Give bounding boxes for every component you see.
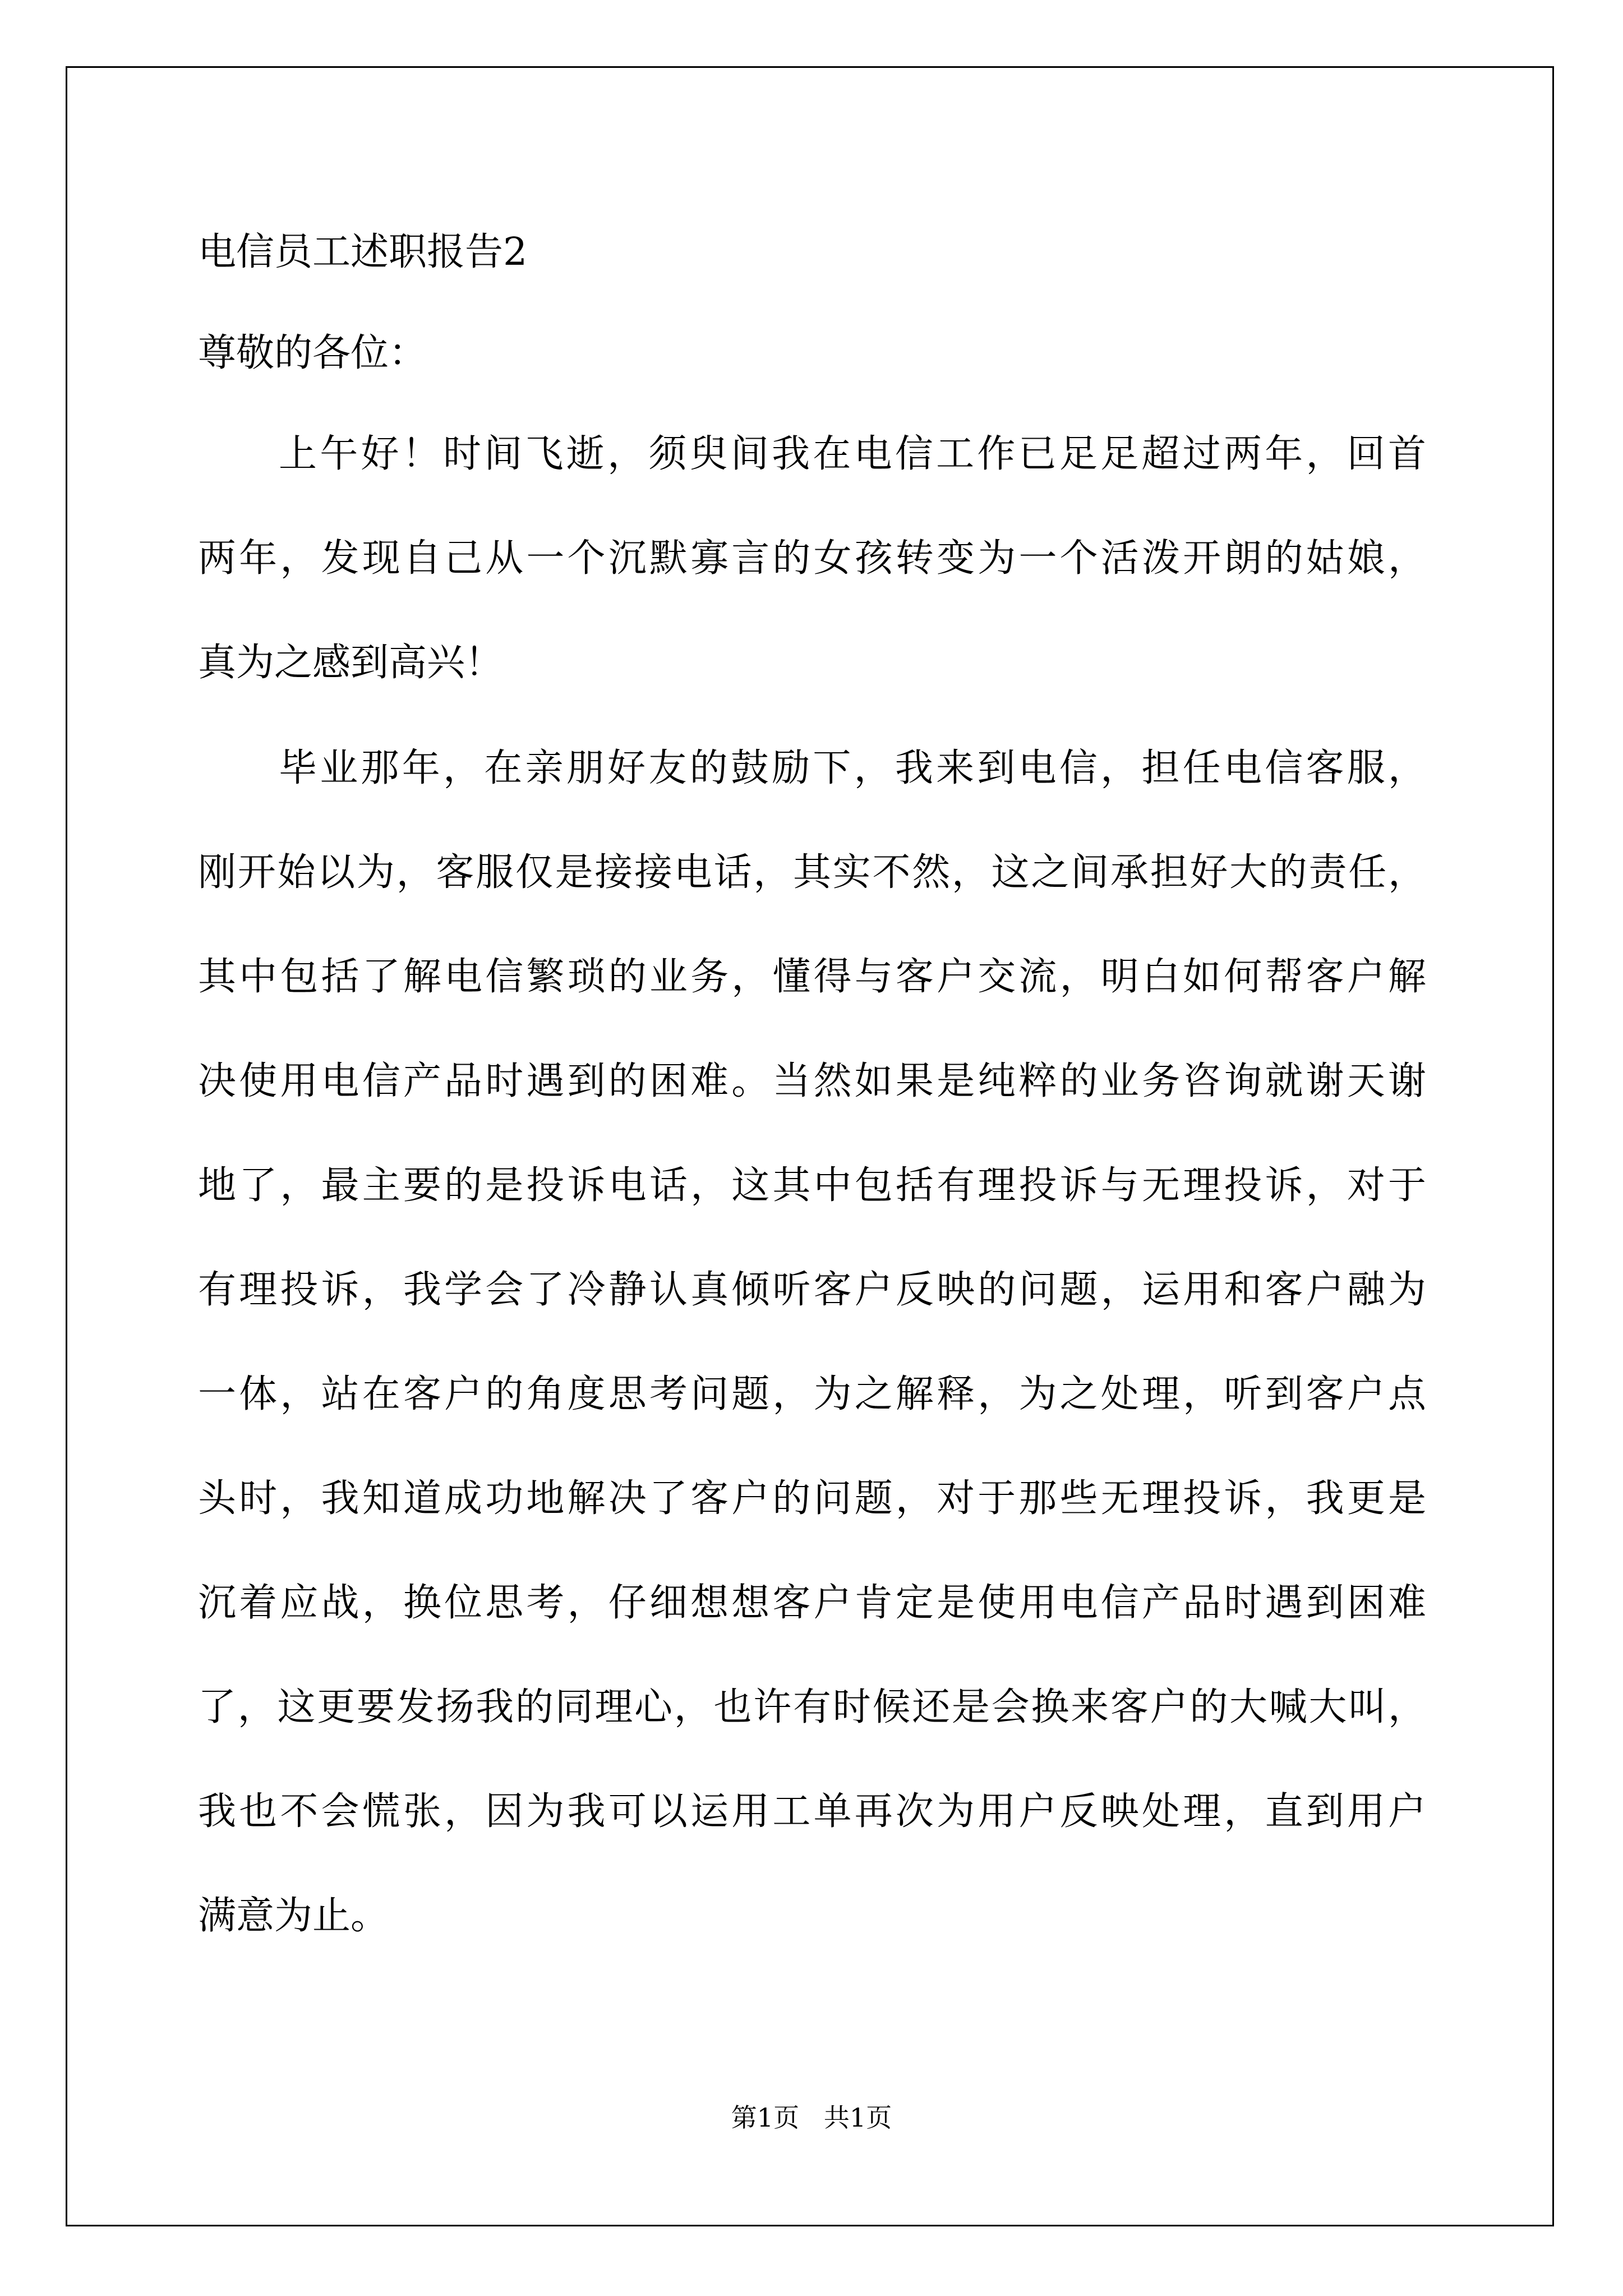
paragraph-line: 毕业那年，在亲朋好友的鼓励下，我来到电信，担任电信客服， bbox=[279, 746, 1426, 790]
paragraph-line: 刚开始以为，客服仅是接接电话，其实不然，这之间承担好大的责任， bbox=[198, 850, 1426, 895]
paragraph-line: 真为之感到高兴！ bbox=[198, 641, 504, 685]
paragraph-line: 地了，最主要的是投诉电话，这其中包括有理投诉与无理投诉，对于 bbox=[198, 1163, 1426, 1208]
paragraph-line: 两年，发现自己从一个沉默寡言的女孩转变为一个活泼开朗的姑娘， bbox=[198, 536, 1426, 581]
page-footer: 第1页 共1页 bbox=[731, 2102, 892, 2133]
paragraph-2 bbox=[198, 735, 1426, 1987]
salutation: 尊敬的各位： bbox=[198, 331, 427, 375]
paragraph-line: 其中包括了解电信繁琐的业务，懂得与客户交流，明白如何帮客户解 bbox=[198, 955, 1426, 999]
paragraph-1 bbox=[198, 421, 1426, 734]
paragraph-line: 有理投诉，我学会了冷静认真倾听客户反映的问题，运用和客户融为 bbox=[198, 1268, 1426, 1312]
paragraph-line: 决使用电信产品时遇到的困难。当然如果是纯粹的业务咨询就谢天谢 bbox=[198, 1059, 1426, 1103]
paragraph-line: 满意为止。 bbox=[198, 1894, 389, 1938]
paragraph-line: 头时，我知道成功地解决了客户的问题，对于那些无理投诉，我更是 bbox=[198, 1476, 1426, 1521]
paragraph-line: 上午好！时间飞逝，须臾间我在电信工作已足足超过两年，回首 bbox=[279, 432, 1426, 476]
document-title: 电信员工述职报告2 bbox=[198, 230, 528, 274]
paragraph-line: 沉着应战，换位思考，仔细想想客户肯定是使用电信产品时遇到困难 bbox=[198, 1581, 1426, 1625]
paragraph-line: 了，这更要发扬我的同理心，也许有时候还是会换来客户的大喊大叫， bbox=[198, 1685, 1426, 1729]
paragraph-line: 一体，站在客户的角度思考问题，为之解释，为之处理，听到客户点 bbox=[198, 1372, 1426, 1416]
paragraph-line: 我也不会慌张，因为我可以运用工单再次为用户反映处理，直到用户 bbox=[198, 1789, 1426, 1834]
